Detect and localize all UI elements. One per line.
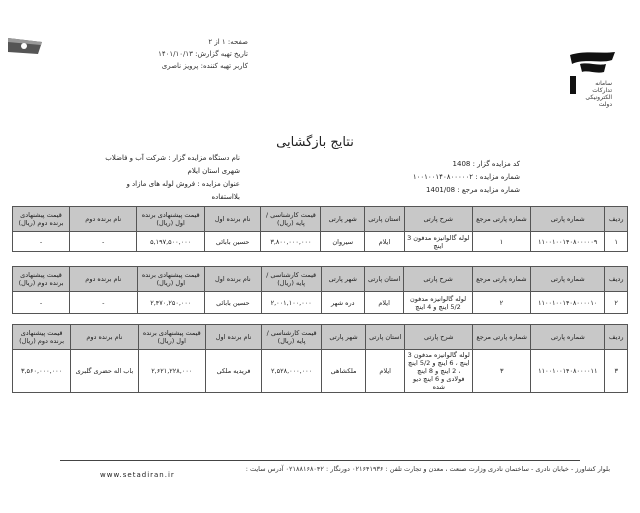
results-table [12,324,628,393]
logo-caption: سامانه تدارکات الکترونیکی دولت [585,80,612,108]
table-header-row: ردیف شماره پارتی شماره پارتی مرجع شرح پارتی استان پارتی شهر پارتی قیمت کارشناسی / پایه (ریال) نام برنده اول قیمت پیشنهادی برنده اول (ریال) نام برنده دوم قیمت پیشنهادی برنده دوم (ریال) [13,267,628,292]
report-meta [128,36,248,72]
auction-subject: عنوان مزایده : فروش لوله های مازاد و بلااستفاده [126,180,240,201]
table-row: ۲ ۱۱۰۰۱۰۰۱۴۰۸۰۰۰۰۱۰ ۲ لوله گالوانیزه مدفون 5/2 اینچ و 4 اینچ ایلام دره شهر ۲,۰۰۱,۱۰۰,۰۰۰ حسین بابائی ۲,۴۷۰,۲۵۰,۰۰۰ - - [13,292,628,314]
table-row: ۱ ۱۱۰۰۱۰۰۱۴۰۸۰۰۰۰۰۹ ۱ لوله گالوانیزه مدفون 3 اینچ ایلام سیروان ۳,۸۰۰,۰۰۰,۰۰۰ حسین بابائی ۵,۱۹۷,۵۰۰,۰۰۰ - - [13,232,628,252]
auction-codes [380,158,520,197]
col-expert-price: قیمت کارشناسی / پایه (ریال) [261,207,321,232]
col-city: شهر پارتی [321,207,365,232]
col-bid1: قیمت پیشنهادی برنده اول (ریال) [137,207,204,232]
report-date: تاریخ تهیه گزارش: ۱۴۰۱/۱۰/۱۳ [158,50,248,58]
results-table [12,266,628,314]
col-bid2: قیمت پیشنهادی برنده دوم (ریال) [13,207,70,232]
footer-address: بلوار کشاورز - خیابان نادری - ساختمان نادری وزارت صنعت ، معدن و تجارت تلفن : ۰۲۱۶۴۱۹۳۶ دورنگار : ۰۲۱۸۸۱۶۸۰۴۲ آدرس سایت : [245,465,610,473]
footer-divider [60,460,580,461]
auction-organizer [100,152,240,204]
col-province: استان پارتی [365,207,405,232]
auction-code: کد مزایده گزار : 1408 [452,160,520,168]
table-row: ۳ ۱۱۰۰۱۰۰۱۴۰۸۰۰۰۰۱۱ ۳ لوله گالوانیزه مدفون 3 اینچ ، 6 اینچ و 5/2 اینچ ، 2 اینچ و 8 اینچ فولادی و 6 اینچ دیو شده ایلام ملکشاهی ۲,۵۲۸,۰۰۰,۰۰۰ فریدیه ملکی ۲,۶۲۱,۲۲۸,۰۰۰ باب اله حضری گلبری ۳,۵۶۰,۰۰۰,۰۰۰ [13,350,628,393]
prepared-by: کاربر تهیه کننده: پرویز ناصری [161,62,248,70]
page-number: صفحه: ۱ از ۲ [208,38,248,46]
col-description: شرح پارتی [404,207,472,232]
flag-icon [8,36,46,56]
col-ref-lot: شماره پارتی مرجع [472,207,530,232]
results-table [12,206,628,252]
site-link[interactable]: www.setadiran.ir [100,471,175,479]
col-winner2: نام برنده دوم [70,207,137,232]
page-title: نتایج بازگشایی [276,135,354,150]
col-row: ردیف [605,207,628,232]
table-header-row [13,207,628,232]
col-winner1: نام برنده اول [204,207,261,232]
organizer-name: نام دستگاه مزایده گزار : شرکت آب و فاضلاب شهری استان ایلام [105,154,240,175]
auction-number: شماره مزایده : ۱۰۰۱۰۰۱۴۰۸۰۰۰۰۰۲ [412,173,520,181]
col-lot-number: شماره پارتی [531,207,605,232]
reference-number: شماره مزایده مرجع : 1401/08 [426,186,520,194]
table-header-row: ردیف شماره پارتی شماره پارتی مرجع شرح پارتی استان پارتی شهر پارتی قیمت کارشناسی / پایه (ریال) نام برنده اول قیمت پیشنهادی برنده اول (ریال) نام برنده دوم قیمت پیشنهادی برنده دوم (ریال) [13,325,628,350]
